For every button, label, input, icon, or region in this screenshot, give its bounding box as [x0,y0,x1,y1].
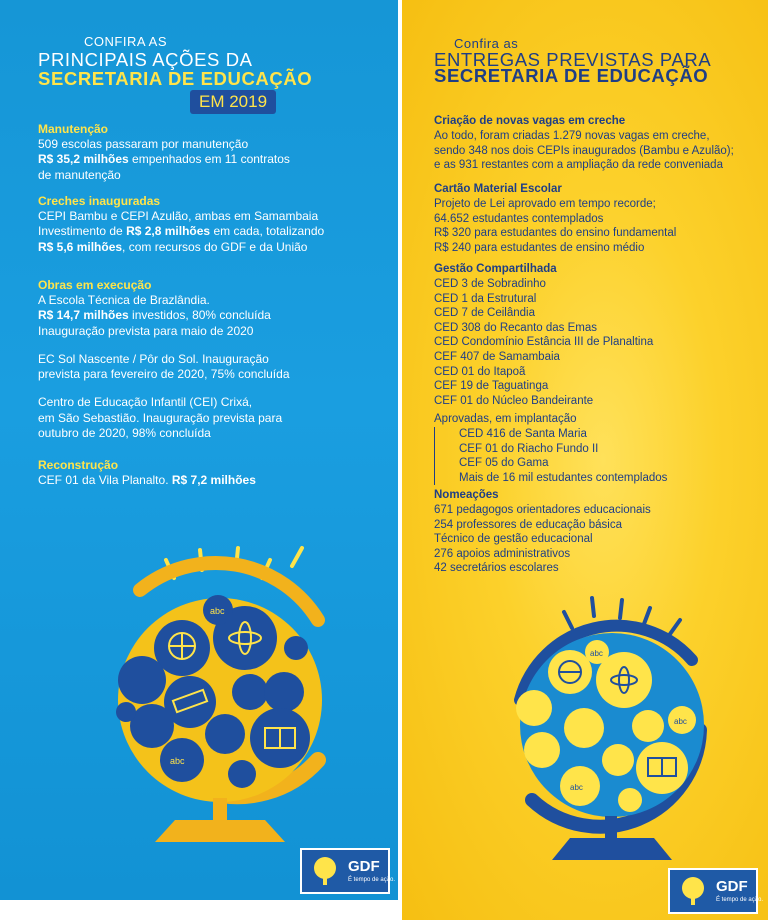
section-line: Projeto de Lei aprovado em tempo recorde; [434,198,656,210]
sub-line: CEF 05 do Gama [459,457,549,470]
section-line [38,324,398,339]
section-line [38,240,398,255]
sub-list [434,427,768,485]
globe-base [155,820,285,842]
highlight-amount: R$ 5,6 milhões [38,239,123,254]
globe-abc-label: abc [170,756,185,766]
gdf-logo [300,848,396,894]
section-heading: Cartão Material Escolar [434,183,562,195]
right-section [434,488,768,576]
left-section [38,122,398,183]
left-title-line1: PRINCIPAIS AÇÕES DA [38,49,253,70]
right-title-line2: SECRETARIA DE EDUCAÇÃO [434,65,709,86]
section-line: sendo 348 nos dois CEPIs inaugurados (Bambu e Azulão); [434,144,734,157]
highlight-amount: R$ 7,2 milhões [171,473,256,487]
section-heading: Gestão Compartilhada [434,263,557,275]
line-text: outubro de 2020, 98% concluída [38,426,211,441]
line-text: Inauguração prevista para maio de 2020 [38,323,254,338]
left-kicker: CONFIRA AS [84,34,168,49]
section-line: CED Condomínio Estância III de Planaltina [434,336,654,349]
logo-brand: GDF [716,878,748,895]
section-line: CED 01 do Itapoã [434,365,526,378]
right-panel [402,0,768,920]
gdf-logo [668,868,764,914]
section-line [38,352,398,367]
globe-abc-label: abc [570,783,583,792]
section-line [38,168,398,183]
line-text: empenhados em 11 contratos [128,152,290,167]
line-text: , com recursos do GDF e da União [122,239,308,254]
section-line: 254 professores de educação básica [434,518,622,531]
left-section [38,458,398,488]
sub-line: Mais de 16 mil estudantes contemplados [459,471,668,484]
line-text: CEPI Bambu e CEPI Azulão, ambas em Samambaia [38,209,319,223]
right-kicker: Confira as [454,36,519,51]
section-line: 42 secretários escolares [434,562,559,575]
section-heading: Nomeações [434,489,499,501]
line-text: prevista para fevereiro de 2020, 75% concluída [38,367,290,382]
sub-heading: Aprovadas, em implantação [434,413,577,426]
section-line: R$ 320 para estudantes do ensino fundamental [434,227,677,240]
highlight-amount: R$ 35,2 milhões [38,152,129,167]
globe-stem [213,798,227,822]
globe-stem [605,816,617,838]
left-section [38,278,398,441]
left-globe-illustration [70,530,370,860]
section-line: CEF 407 de Samambaia [434,350,560,363]
line-text: EC Sol Nascente / Pôr do Sol. Inauguração [38,351,269,366]
highlight-amount: R$ 2,8 milhões [126,224,211,239]
section-line: R$ 240 para estudantes de ensino médio [434,241,645,254]
section-line: CEF 01 do Núcleo Bandeirante [434,394,594,407]
section-line: Técnico de gestão educacional [434,533,593,546]
globe-abc-label: abc [210,606,225,616]
section-line [38,137,398,152]
section-line [38,473,398,488]
line-text: de manutenção [38,167,121,182]
section-line [38,224,398,239]
right-title-line1: ENTREGAS PREVISTAS PARA [434,49,712,70]
globe-abc-label: abc [590,649,603,658]
section-line: 276 apoios administrativos [434,547,571,560]
section-line: Ao todo, foram criadas 1.279 novas vagas em creche, [434,130,710,142]
logo-tagline: É tempo de ação. [716,897,764,903]
logo-brand: GDF [348,858,380,875]
section-line: 671 pedagogos orientadores educacionais [434,504,651,516]
left-title-line2: SECRETARIA DE EDUCAÇÃO [38,68,313,89]
highlight-amount: R$ 14,7 milhões [38,308,129,323]
section-line: 64.652 estudantes contemplados [434,212,604,225]
section-line: CED 1 da Estrutural [434,292,537,305]
section-line [38,339,398,352]
section-heading: Creches inauguradas [38,194,161,208]
right-section [434,262,768,485]
section-line [38,382,398,395]
section-line [38,293,398,308]
line-text: A Escola Técnica de Brazlândia. [38,293,210,307]
sub-line: CEF 01 do Riacho Fundo II [459,442,599,455]
section-line [38,367,398,382]
right-globe-illustration [472,590,742,880]
section-heading: Criação de novas vagas em creche [434,115,626,127]
section-line [38,395,398,410]
globe-abc-label: abc [674,717,687,726]
line-text: em São Sebastião. Inauguração prevista para [38,410,283,425]
line-text: Investimento de [38,224,127,239]
line-text: 509 escolas passaram por manutenção [38,137,249,151]
right-section [434,114,768,173]
section-line [38,426,398,441]
line-text: investidos, 80% concluída [128,308,271,323]
right-section [434,182,768,255]
line-text: CEF 01 da Vila Planalto. [38,473,172,487]
globe-base [552,838,672,860]
sub-line: CED 416 de Santa Maria [459,427,587,440]
section-line: CED 308 do Recanto das Emas [434,321,598,334]
section-line [38,152,398,167]
section-heading: Manutenção [38,122,109,136]
section-line [38,209,398,224]
section-line: CED 7 de Ceilândia [434,307,536,320]
tree-icon [308,855,342,889]
section-heading: Obras em execução [38,278,152,292]
logo-tagline: É tempo de ação. [348,877,396,883]
section-line [38,308,398,323]
year-pill: EM 2019 [190,90,276,114]
tree-icon [676,875,710,909]
section-line: e as 931 restantes com a ampliação da rede conveniada [434,159,723,172]
line-text: em cada, totalizando [210,224,325,239]
section-line: CEF 19 de Taguatinga [434,380,549,393]
line-text: Centro de Educação Infantil (CEI) Crixá, [38,395,253,410]
left-section [38,194,398,255]
section-line: CED 3 de Sobradinho [434,278,546,290]
section-heading: Reconstrução [38,458,119,472]
section-line [38,411,398,426]
